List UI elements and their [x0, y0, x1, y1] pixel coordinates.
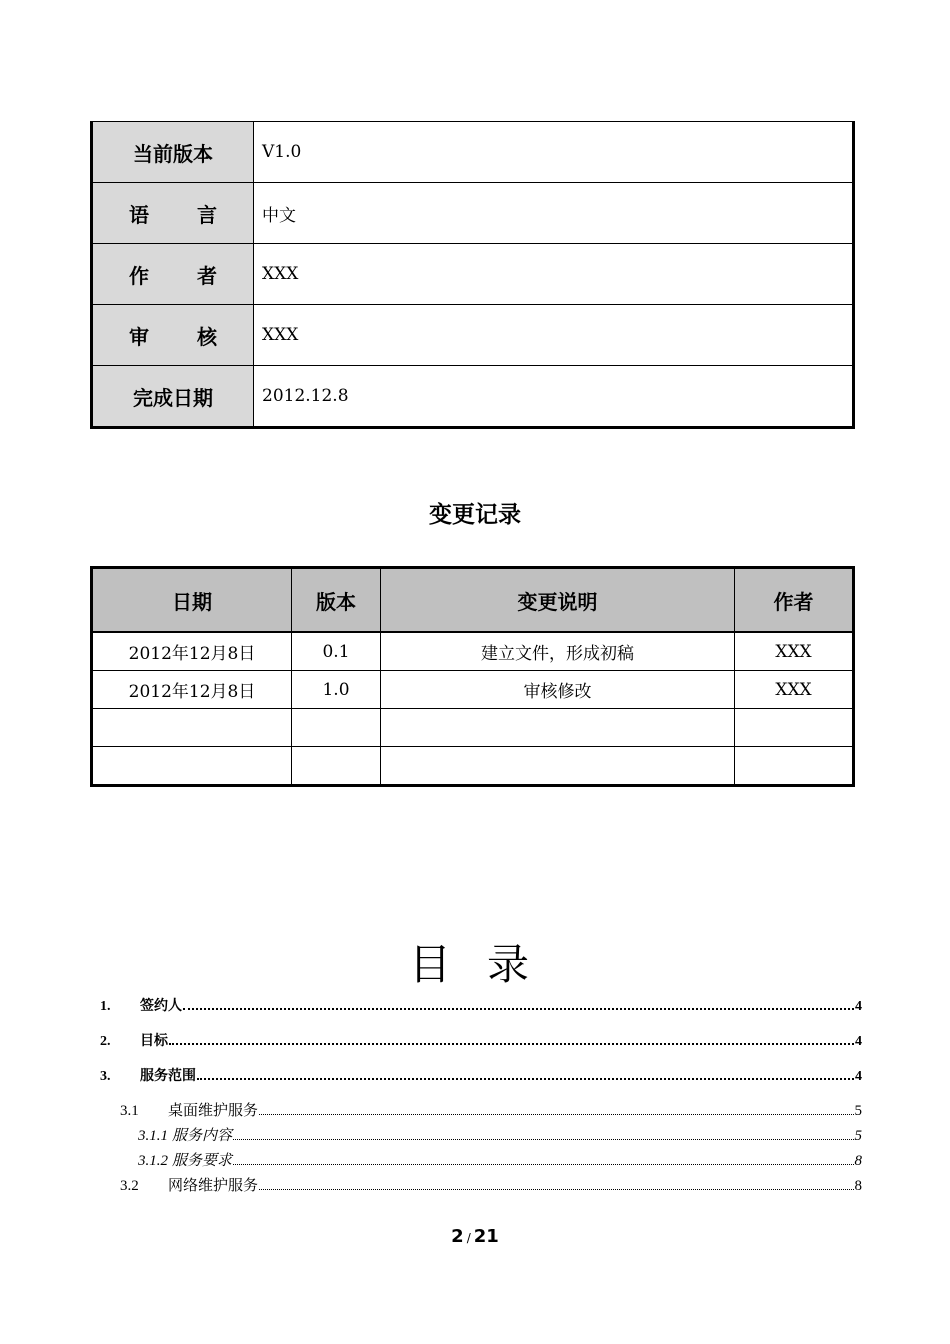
info-value-language: 中文	[254, 183, 854, 244]
info-label-author	[92, 244, 254, 305]
info-row-author	[92, 244, 854, 305]
toc-entry-network-maintenance[interactable]	[120, 1174, 862, 1195]
table-row	[92, 747, 854, 786]
document-info-table	[90, 121, 855, 429]
toc-entry-page: 4	[855, 1034, 862, 1049]
info-row-version	[92, 122, 854, 183]
table-row	[92, 671, 854, 709]
label-char: 核	[197, 324, 217, 349]
table-row	[92, 632, 854, 671]
toc-entry-service-requirements[interactable]	[138, 1149, 862, 1170]
toc-leader	[169, 1043, 854, 1045]
toc-entry-number: 3.2	[120, 1178, 139, 1194]
header-author: 作者	[735, 568, 854, 633]
info-label-version: 当前版本	[92, 122, 254, 183]
toc-entry-page: 8	[854, 1153, 862, 1169]
toc-entry-service-scope[interactable]	[100, 1065, 862, 1085]
label-char: 作	[129, 263, 149, 288]
toc-leader	[233, 1164, 853, 1165]
change-log-table	[90, 566, 855, 787]
toc-entry-number: 1.	[100, 999, 111, 1014]
info-label-text	[129, 199, 217, 228]
toc-entry-service-content[interactable]	[138, 1124, 862, 1145]
toc-entry-desktop-maintenance[interactable]	[120, 1099, 862, 1120]
header-version: 版本	[292, 568, 381, 633]
cell-version: 1.0	[292, 671, 381, 709]
header-description: 变更说明	[381, 568, 735, 633]
toc-entry-number: 3.	[100, 1069, 111, 1084]
cell-description: 建立文件，形成初稿	[381, 632, 735, 671]
toc-leader	[233, 1139, 853, 1140]
cell-version	[292, 747, 381, 786]
label-char: 者	[197, 263, 217, 288]
cell-date	[92, 747, 292, 786]
toc-entry-page: 4	[855, 999, 862, 1014]
toc-entry-signatories[interactable]	[100, 995, 862, 1015]
info-value-date: 2012.12.8	[254, 366, 854, 428]
cell-version	[292, 709, 381, 747]
header-date: 日期	[92, 568, 292, 633]
toc-entry-page: 5	[854, 1103, 862, 1119]
change-log-header-row	[92, 568, 854, 633]
toc-entry-text: 网络维护服务	[168, 1178, 259, 1194]
cell-author	[735, 747, 854, 786]
toc-entry-number: 2.	[100, 1034, 111, 1049]
toc-entry-text: 服务内容	[172, 1128, 233, 1144]
page-separator: /	[466, 1231, 471, 1245]
info-row-date	[92, 366, 854, 428]
toc-entry-number: 3.1.2	[138, 1153, 168, 1169]
page-total: 21	[473, 1226, 499, 1247]
toc-entry-page: 5	[854, 1128, 862, 1144]
info-row-reviewer	[92, 305, 854, 366]
label-char: 语	[129, 202, 149, 227]
toc-leader	[259, 1114, 853, 1115]
info-value-author: XXX	[254, 244, 854, 305]
toc-entry-goals[interactable]	[100, 1030, 862, 1050]
toc-title: 目录	[408, 940, 565, 989]
info-label-text	[129, 260, 217, 289]
toc-entry-number: 3.1	[120, 1103, 139, 1119]
cell-date: 2012年12月8日	[92, 671, 292, 709]
toc-entry-text: 签约人	[140, 999, 182, 1014]
info-row-language	[92, 183, 854, 244]
cell-date	[92, 709, 292, 747]
info-label-text	[129, 321, 217, 350]
toc-leader	[183, 1008, 854, 1010]
label-char: 言	[197, 202, 217, 227]
toc-entry-text: 桌面维护服务	[168, 1103, 259, 1119]
toc-entry-page: 4	[855, 1069, 862, 1084]
cell-date: 2012年12月8日	[92, 632, 292, 671]
info-label-reviewer	[92, 305, 254, 366]
label-char: 审	[129, 324, 149, 349]
cell-author	[735, 709, 854, 747]
cell-description	[381, 709, 735, 747]
toc-entry-text: 服务范围	[140, 1069, 196, 1084]
toc-entry-page: 8	[854, 1178, 862, 1194]
change-log-title: 变更记录	[429, 502, 521, 528]
toc-entry-text: 目标	[140, 1034, 168, 1049]
toc-leader	[197, 1078, 854, 1080]
info-label-language	[92, 183, 254, 244]
cell-author: XXX	[735, 671, 854, 709]
cell-author: XXX	[735, 632, 854, 671]
cell-version: 0.1	[292, 632, 381, 671]
cell-description	[381, 747, 735, 786]
table-row	[92, 709, 854, 747]
toc-leader	[259, 1189, 853, 1190]
toc-entry-number: 3.1.1	[138, 1128, 168, 1144]
info-value-reviewer: XXX	[254, 305, 854, 366]
info-value-version: V1.0	[254, 122, 854, 183]
info-label-date: 完成日期	[92, 366, 254, 428]
page-number	[0, 1226, 950, 1247]
cell-description: 审核修改	[381, 671, 735, 709]
toc-entry-text: 服务要求	[172, 1153, 233, 1169]
page-current: 2	[451, 1226, 464, 1247]
